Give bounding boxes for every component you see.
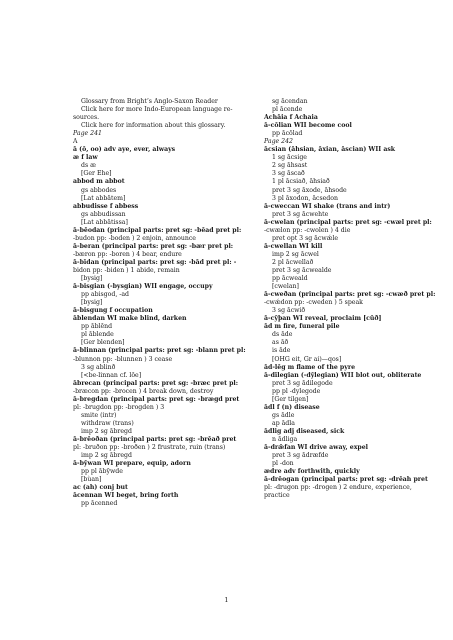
glossary-line: pl -don [272,460,294,468]
glossary-line: pl ācende [272,106,303,114]
glossary-line: 3 sg ācwið [272,307,306,315]
left-column [73,98,252,508]
glossary-line: ap ādla [272,419,295,427]
glossary-line: pp ācweald [272,275,308,283]
glossary-line: [Ger blenden] [81,339,125,347]
glossary-line: ābrecan (principal parts: pret sg: -bræc pret pl: [73,379,239,387]
glossary-line: sg ācendan [272,98,308,105]
glossary-line: ādl f (n) disease [264,403,320,411]
glossary-line: pp ācenned [81,500,118,508]
glossary-line: ā-cweðan (principal parts: pret sg: -cwæð pret pl: [264,291,436,299]
glossary-line: [Ger tilgen] [272,395,309,403]
glossary-line: ds æ [81,162,96,170]
glossary-line: pl āblende [81,331,114,339]
glossary-line: pp ācōlad [272,130,303,138]
glossary-line: pl: -brugdon pp: -brogden ) 3 [73,403,165,411]
glossary-line: 3 pl āxodon, ācsedon [272,194,338,202]
glossary-line: pl: -bruðon pp: -broðen ) 2 frustrate, ruin (trans) [73,444,226,452]
glossary-line: [bysig] [81,275,103,283]
glossary-line: ā-brēoðan (principal parts: pret sg: -brēað pret [73,435,237,443]
glossary-line: ds āde [272,331,293,339]
glossary-line: pp pl ābȳwde [81,468,123,476]
glossary-line: -bæron pp: -boren ) 4 bear, endure [73,250,182,258]
glossary-line: as āð [272,339,289,347]
glossary-line: Click here for more Indo-European language re- [81,106,233,114]
glossary-line: ācsian (āhsian, āxian, āscian) WII ask [264,146,396,154]
glossary-line: -cwǽdon pp: -cweden ) 5 speak [264,299,363,307]
glossary-line: 2 pl ācwellað [272,258,314,266]
glossary-line: ā-cōlian WII become cool [264,122,352,130]
glossary-line: ā-cweccan WI shake (trans and intr) [264,202,391,210]
glossary-line: ā-bisgung f occupation [73,307,153,315]
glossary-line: -cwælon pp: -cwolen ) 4 die [264,226,351,234]
glossary-line: pp abisgod, -ad [81,291,130,299]
glossary-line: [bùan] [81,476,102,484]
glossary-line: -blunnon pp: -blunnen ) 3 cease [73,355,173,363]
glossary-line: [<be-linnan cf. lōe] [81,371,142,379]
glossary-line: ā-cwellan WI kill [264,242,323,250]
glossary-line: sources. [73,114,100,122]
glossary-line: ā-bȳwan WI prepare, equip, adorn [73,460,191,468]
glossary-line: pp āblēnd [81,323,113,331]
glossary-line: ā-bregdan (principal parts: pret sg: -brægd pret [73,395,240,403]
glossary-line: is āde [272,347,291,355]
glossary-line: ā-cȳþan WI reveal, proclaim [cūð] [264,315,382,323]
page-number: 1 [224,596,229,604]
glossary-line: [OHG eit, Gr ai)—qos] [272,355,342,363]
glossary-line: 2 sg āhsast [272,162,308,170]
glossary-line: [Lat abbātissa] [81,218,128,226]
glossary-line: pret 3 sg ādilegode [272,379,333,387]
glossary-line: 3 sg ablinð [81,363,116,371]
glossary-line: [Lat abbātem] [81,194,126,202]
glossary-line: ā-beran (principal parts: pret sg: -bær pret pl: [73,242,234,250]
glossary-line: 3 sg āscað [272,170,305,178]
glossary-line: A [73,138,78,146]
glossary-line: abbudisse f abbess [73,202,139,210]
glossary-line: Click here for information about this glossary. [81,122,226,130]
glossary-line: ā-drēogan (principal parts: pret sg: -drēah pret [264,476,428,484]
glossary-line: [Ger Ehe] [81,170,112,178]
glossary-line: āblendan WI make blind, darken [73,315,187,323]
glossary-line: ā-bēodan (principal parts: pret sg: -bēad pret pl: [73,226,242,234]
glossary-line: pl: -drugon pp: -drogen ) 2 endure, experience, [264,484,412,492]
glossary-line: pp pl -dylegode [272,387,321,395]
glossary-line: ād m fire, funeral pile [264,323,340,331]
glossary-line: smite (intr) [81,411,117,419]
glossary-line: æ f law [73,154,98,162]
glossary-line: ācennan WI beget, bring forth [73,492,179,500]
glossary-line: ā (ō, oo) adv aye, ever, always [73,146,176,154]
right-column [264,98,436,500]
glossary-line: pret 3 sg ācwealde [272,266,332,274]
glossary-line: gs abbudissan [81,210,126,218]
glossary-line: ā-dīlegian (-dȳlegian) WII blot out, obliterate [264,371,422,379]
glossary-line: -bræcon pp: -brocen ) 4 break down, destroy [73,387,214,395]
glossary-line: ā-bisgian (-bysgian) WII engage, occupy [73,283,213,291]
glossary-line: pret opt 3 sg ācwǽle [272,234,339,242]
glossary-line: ā-bīdan (principal parts: pret sg: -bād pret pl: - [73,258,237,266]
glossary-line: Page 241 [73,130,102,138]
glossary-line: practice [264,492,290,500]
glossary-line: abbod m abbot [73,178,125,186]
glossary-line: bidon pp: -biden ) 1 abide, remain [73,266,180,274]
glossary-line: ā-drǣfan WI drive away, expel [264,444,369,452]
glossary-line: Page 242 [264,138,293,146]
glossary-line: 1 pl ācsiað, āhsiað [272,178,330,186]
glossary-line: pret 3 sg ādræfde [272,452,329,460]
glossary-line: [bysig] [81,299,103,307]
glossary-line: imp 2 sg ābregd [81,452,132,460]
glossary-line: ād-lēg m flame of the pyre [264,363,356,371]
glossary-line: imp 2 sg ācwel [272,250,319,258]
glossary-line: Achāia f Achaia [264,114,318,122]
glossary-line: pret 3 sg ācwehte [272,210,329,218]
glossary-line: -budon pp: -boden ) 2 enjoin, announce [73,234,196,242]
glossary-line: [cwelan] [272,283,299,291]
glossary-line: 1 sg ācsige [272,154,307,162]
glossary-line: imp 2 sg ābregd [81,427,132,435]
glossary-line: ac (ah) conj but [73,484,128,492]
glossary-line: gs ādle [272,411,295,419]
glossary-line: gs abbodes [81,186,117,194]
glossary-line: ā-blinnan (principal parts: pret sg: -blann pret pl: [73,347,246,355]
glossary-line: ādlig adj diseased, sick [264,427,345,435]
glossary-line: ā-cwelan (principal parts: pret sg: -cwæl pret pl: [264,218,432,226]
glossary-line: Glossary from Bright’s Anglo-Saxon Reader [81,98,218,105]
glossary-line: n ādliga [272,435,298,443]
glossary-line: withdraw (trans) [81,419,134,427]
glossary-line: ædre adv forthwith, quickly [264,468,360,476]
glossary-line: pret 3 sg āxode, āhsode [272,186,347,194]
